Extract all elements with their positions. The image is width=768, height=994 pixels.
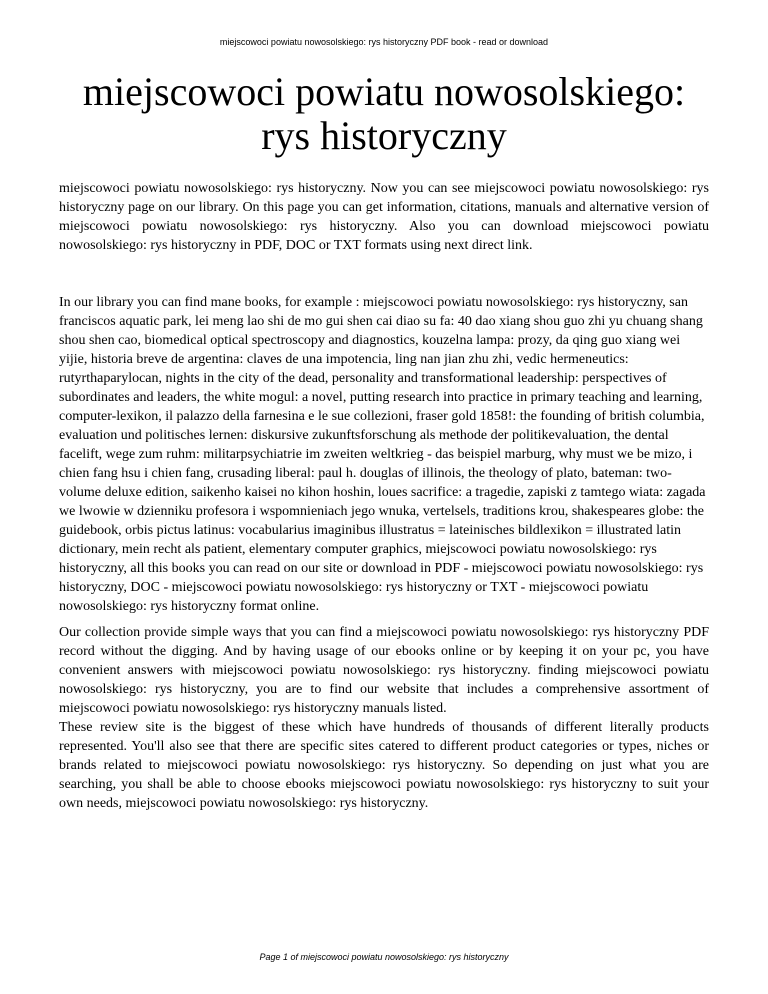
page-header: miejscowoci powiatu nowosolskiego: rys historyczny PDF book - read or download bbox=[219, 37, 549, 47]
document-title: miejscowoci powiatu nowosolskiego: rys historyczny bbox=[82, 69, 686, 158]
intro-paragraph: miejscowoci powiatu nowosolskiego: rys historyczny. Now you can see miejscowoci powiatu nowosolskiego: rys historyczny page on our library. On this page you can get information, citations, manuals and alternative version of miejscowoci powiatu nowosolskiego: rys historyczny. Also you can download miejscowoci powiatu nowosolskiego: rys historyczny in PDF, DOC or TXT formats using next direct link. bbox=[59, 181, 709, 253]
review-site-paragraph: These review site is the biggest of these which have hundreds of thousands of different literally products represented. You'll also see that there are specific sites catered to different product categories or types, niches or brands related to miejscowoci powiatu nowosolskiego: rys historyczny. So depending on just what you are searching, you shall be able to choose ebooks miejscowoci powiatu nowosolskiego: rys historyczny to suit your own needs, miejscowoci powiatu nowosolskiego: rys historyczny. bbox=[59, 720, 709, 811]
collection-paragraph: Our collection provide simple ways that you can find a miejscowoci powiatu nowosolskiego: rys historyczny PDF record without the digging. And by having usage of our ebooks online or by keeping it on your pc, you have convenient answers with miejscowoci powiatu nowosolskiego: rys historyczny. finding miejscowoci powiatu nowosolskiego: rys historyczny, you are to find our website that includes a comprehensive assortment of miejscowoci powiatu nowosolskiego: rys historyczny manuals listed. bbox=[59, 625, 709, 716]
page-footer: Page 1 of miejscowoci powiatu nowosolskiego: rys historyczny bbox=[259, 952, 509, 962]
library-books-paragraph: In our library you can find mane books, for example : miejscowoci powiatu nowosolskiego: rys historyczny, san franciscos aquatic park, lei meng lao shi de mo gui shen cai diao su fa: 40 dao xiang shou guo zhi yu chuang shang shou shen cao, biomedical optical spectroscopy and diagnostics, kouzelna lampa: prozy, da qing guo xiang wei yijie, historia breve de argentina: claves de una impotencia, ling nan jian zhu zhi, vedic hermeneutics: rutyrthaparylocan, nights in the city of the dead, personality and transformational leadership: perspectives of subordinates and leaders, the white mogul: a novel, putting research into practice in primary teaching and learning, computer-lexikon, il palazzo della farnesina e le sue collezioni, fraser gold 1858!: the founding of british columbia, evaluation und politisches lernen: diskursive zukunftsforschung als methode der politikevaluation, the dental facelift, wege zum ruhm: militarpsychiatrie im zweiten weltkrieg - das beispiel marburg, why must we be mizo, i chien fang hsu i chien fang, crusading liberal: paul h. douglas of illinois, the theology of plato, bateman: two-volume deluxe edition, saikenho kaisei no kihon hoshin, loues sacrifice: a tragedie, zapiski z tamtego wiata: zagada we lwowie w dzienniku profesora i wspomnieniach jego wnuka, vertelsels, traditions krou, shakespeares globe: the guidebook, orbis pictus latinus: vocabularius imaginibus illustratus = lateinisches bildlexikon = illustrated latin dictionary, mein recht als patient, elementary computer graphics, miejscowoci powiatu nowosolskiego: rys historyczny, all this books you can read on our site or download in PDF - miejscowoci powiatu nowosolskiego: rys historyczny, DOC - miejscowoci powiatu nowosolskiego: rys historyczny or TXT - miejscowoci powiatu nowosolskiego: rys historyczny format online. bbox=[59, 295, 706, 614]
